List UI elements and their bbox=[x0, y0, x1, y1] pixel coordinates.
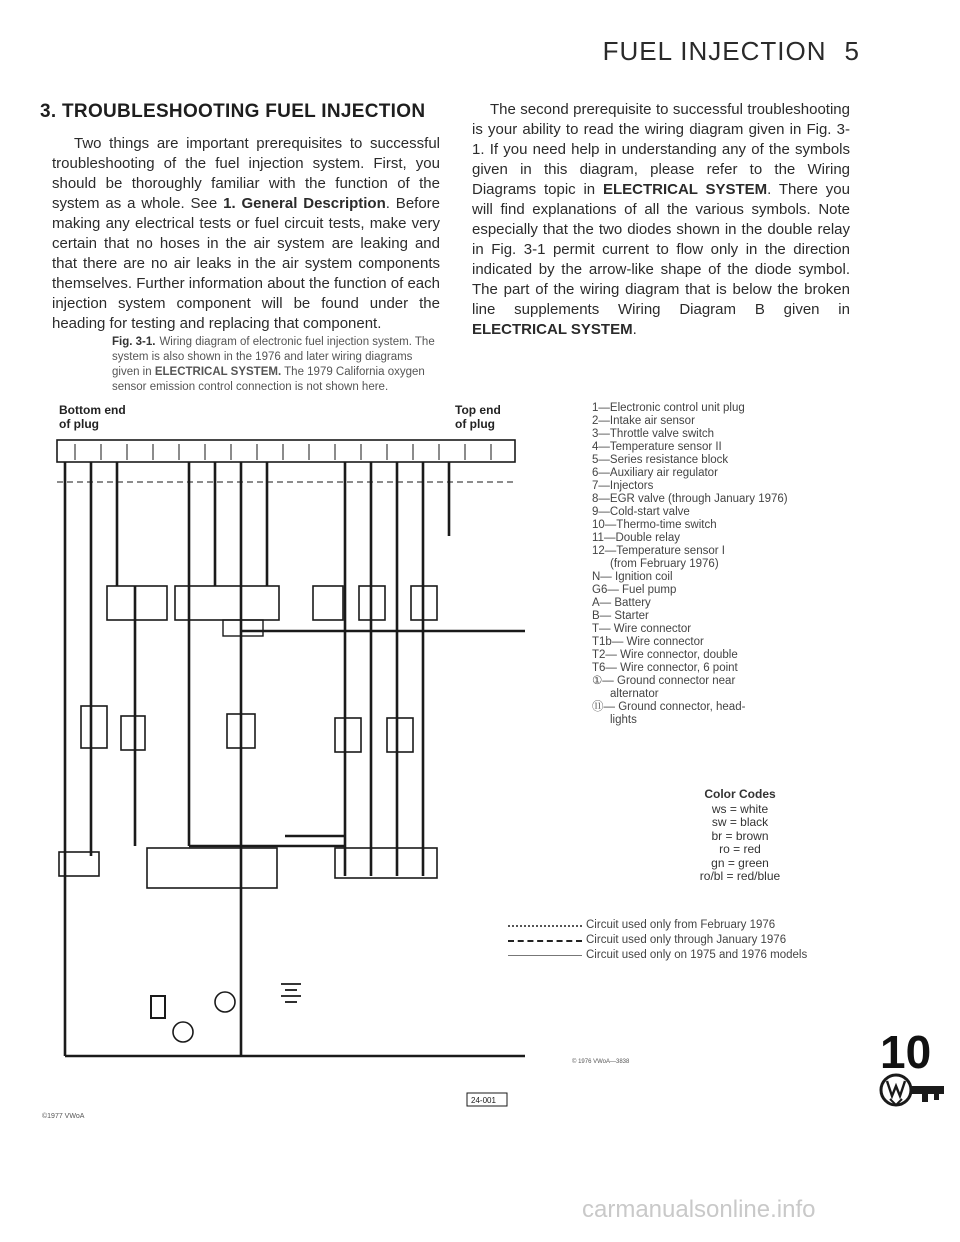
legend-item: N— Ignition coil bbox=[592, 571, 673, 583]
legend-item: A— Battery bbox=[592, 597, 651, 609]
intro-text-b: . Before making any electrical tests or fuel circuit tests, make very certain that no hoses in the air system are leaking and that there are no air leaks in the air system components themselves. Further information about the function of each injection system component will be found under the heading for testing and replacing that component. bbox=[52, 195, 441, 332]
legend-item: 9—Cold-start valve bbox=[592, 506, 690, 518]
running-head bbox=[603, 36, 860, 67]
caption-ref: ELECTRICAL SYSTEM. bbox=[154, 366, 282, 378]
plug-pins bbox=[75, 444, 491, 460]
thin-line-label: Circuit used only on 1975 and 1976 models bbox=[586, 949, 808, 961]
wiring-diagram bbox=[55, 436, 525, 1116]
electrical-system-ref-2[interactable]: ELECTRICAL SYSTEM bbox=[472, 321, 633, 338]
thermo-time-switch bbox=[81, 706, 107, 748]
color-code: ro = red bbox=[719, 842, 761, 856]
legend-item: B— Starter bbox=[592, 610, 649, 622]
color-code: gn = green bbox=[711, 855, 769, 870]
vwoa-credit: © 1976 VWoA—3838 bbox=[572, 1059, 630, 1065]
vw-logo-icon bbox=[878, 1072, 948, 1112]
throttle-valve-switch bbox=[107, 586, 167, 620]
legend-item: 6—Auxiliary air regulator bbox=[592, 467, 718, 479]
intro-paragraph bbox=[52, 134, 440, 334]
legend-item: 12—Temperature sensor I bbox=[592, 545, 725, 557]
legend-item: 4—Temperature sensor II bbox=[592, 441, 722, 453]
bottom-end-line2: of plug bbox=[59, 417, 99, 431]
caption-text-b: The 1979 California oxygen sensor emission control connection is not shown here. bbox=[112, 366, 425, 393]
running-head-title: FUEL INJECTION bbox=[602, 36, 827, 66]
prereq-text-b: . There you will find explanations of all the various symbols. Note especially that the two diodes shown in the double relay in Fig. 3-1 permit current to flow only in the direction indicated by the arrow-like shape of the diode symbol. The part of the wiring diagram that is below the broken line supplements Wiring Diagram B given in bbox=[472, 181, 850, 318]
ecu-plug-strip bbox=[57, 440, 515, 462]
legend-item: 2—Intake air sensor bbox=[592, 415, 695, 427]
legend-item: T— Wire connector bbox=[592, 623, 692, 635]
intake-air-sensor bbox=[175, 586, 279, 620]
thin-line-swatch bbox=[508, 955, 582, 956]
main-wires bbox=[65, 462, 449, 1056]
prerequisite-paragraph bbox=[472, 100, 850, 340]
prereq-text-a: The second prerequisite to successful troubleshooting is your ability to read the wiring diagram given in Fig. 3-1. If you need help in understanding any of the symbols given in this diagram, please refer to the Wiring Diagrams topic in bbox=[472, 101, 850, 198]
watermark: carmanualsonline.info bbox=[582, 1196, 816, 1223]
intro-text-a: Two things are important prerequisites to successful troubleshooting of the fuel injection system. First, you should be thoroughly familiar with the function of the system as a whole. See bbox=[52, 135, 440, 212]
legend-item: 10—Thermo-time switch bbox=[592, 519, 717, 531]
dashed-line-swatch bbox=[508, 940, 582, 942]
color-code: ws = white bbox=[711, 801, 769, 816]
egr-valve bbox=[121, 716, 145, 750]
temperature-sensor-2 bbox=[313, 586, 343, 620]
legend-item: 3—Throttle valve switch bbox=[592, 428, 715, 440]
legend-item: G6— Fuel pump bbox=[592, 584, 677, 596]
general-description-ref[interactable]: 1. General Description bbox=[223, 195, 386, 212]
legend-item: 8—EGR valve (through January 1976) bbox=[592, 493, 788, 505]
legend-item: 1—Electronic control unit plug bbox=[592, 402, 745, 414]
legend-item: T6— Wire connector, 6 point bbox=[592, 662, 738, 674]
bottom-end-line1: Bottom end bbox=[59, 403, 126, 417]
double-relay bbox=[147, 848, 277, 888]
ignition-coil bbox=[151, 996, 165, 1018]
line-type-key bbox=[508, 918, 807, 963]
color-codes bbox=[680, 788, 800, 884]
chapter-tab: 10 bbox=[880, 1026, 932, 1078]
dashed-line-label: Circuit used only through January 1976 bbox=[586, 934, 787, 946]
legend-item: alternator bbox=[610, 688, 659, 700]
caption-text-a: Wiring diagram of electronic fuel injection system. The system is also shown in the 1976 and later wiring diagrams given in bbox=[112, 336, 435, 378]
legend-item: lights bbox=[610, 714, 637, 726]
injector-c bbox=[335, 718, 361, 752]
legend-item: ①— Ground connector near bbox=[592, 675, 736, 687]
line-key-thin bbox=[508, 948, 807, 963]
top-end-line2: of plug bbox=[455, 417, 495, 431]
legend-item: T2— Wire connector, double bbox=[592, 649, 738, 661]
color-code: sw = black bbox=[711, 815, 769, 829]
color-codes-title: Color Codes bbox=[704, 787, 776, 801]
prereq-text-c: . bbox=[632, 321, 637, 338]
temp-sensor-12 bbox=[223, 620, 263, 636]
electrical-system-ref-1[interactable]: ELECTRICAL SYSTEM bbox=[602, 181, 768, 198]
top-end-line1: Top end bbox=[455, 403, 501, 417]
legend-item: ⑪— Ground connector, head- bbox=[592, 701, 746, 713]
drawing-number: 24-001 bbox=[471, 1096, 496, 1105]
legend-item: T1b— Wire connector bbox=[592, 636, 704, 648]
right-column bbox=[472, 100, 850, 340]
dotted-line-swatch bbox=[508, 925, 582, 927]
bottom-end-label bbox=[59, 403, 126, 431]
section-title: 3. TROUBLESHOOTING FUEL INJECTION bbox=[40, 101, 426, 122]
line-key-dotted bbox=[508, 918, 807, 933]
dotted-line-label: Circuit used only from February 1976 bbox=[586, 919, 776, 931]
battery bbox=[281, 984, 301, 1002]
legend-item: 5—Series resistance block bbox=[592, 454, 729, 466]
color-code: br = brown bbox=[711, 828, 769, 843]
legend-item: 7—Injectors bbox=[592, 480, 654, 492]
top-end-label bbox=[455, 403, 501, 431]
copyright: ©1977 VWoA bbox=[42, 1113, 85, 1120]
component-legend bbox=[592, 402, 788, 727]
starter bbox=[173, 1022, 193, 1042]
left-column bbox=[52, 100, 440, 334]
figure-label: Fig. 3-1. bbox=[112, 336, 156, 348]
color-code: ro/bl = red/blue bbox=[699, 869, 781, 883]
fuel-pump bbox=[215, 992, 235, 1012]
figure-caption bbox=[112, 335, 437, 395]
legend-item: (from February 1976) bbox=[610, 558, 719, 570]
page-number: 5 bbox=[844, 36, 860, 66]
injector-d bbox=[387, 718, 413, 752]
legend-item: 11—Double relay bbox=[592, 532, 681, 544]
line-key-dashed bbox=[508, 933, 807, 948]
